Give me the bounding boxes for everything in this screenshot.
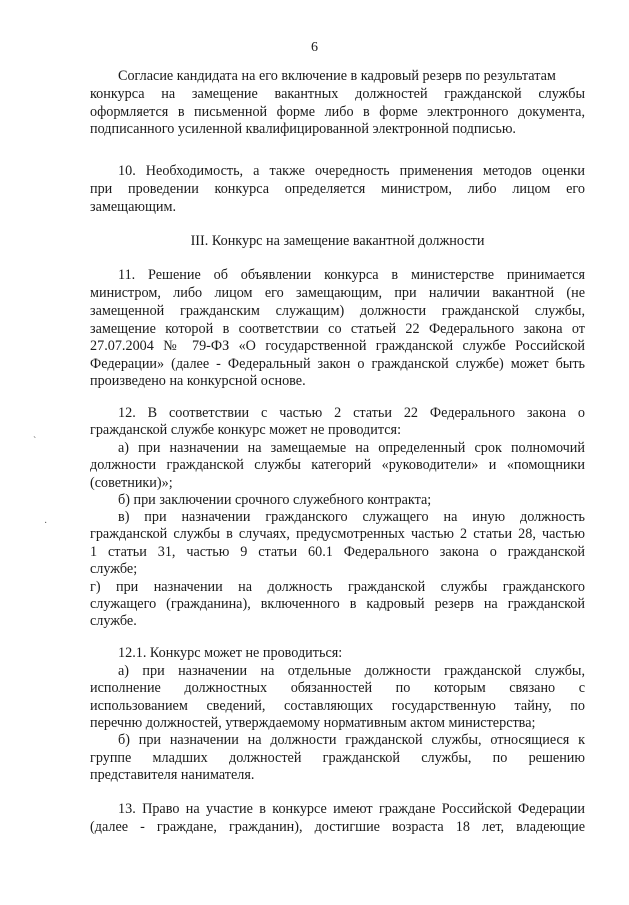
text-line: 11. Решение об объявлении конкурса в министерстве принимается	[118, 267, 585, 283]
text-line: 12. В соответствии с частью 2 статьи 22 Федерального закона о	[118, 405, 585, 421]
text-line: должности гражданской службы категорий «руководители» и «помощники	[90, 457, 585, 473]
text-line: перечню должностей, утверждаемому нормативным актом министерства;	[90, 715, 536, 731]
scan-speck: ˋ	[33, 436, 37, 447]
text-line: произведено на конкурсной основе.	[90, 373, 306, 389]
text-line: замещение которой в соответствии со статьей 22 Федерального закона от	[90, 321, 585, 337]
text-line: при проведении конкурса определяется министром, либо лицом его	[90, 181, 585, 197]
text-line: служащего (гражданина), включенного в кадровый резерв на гражданской	[90, 596, 585, 612]
text-line: а) при назначении на отдельные должности гражданской службы,	[118, 663, 585, 679]
text-line: 27.07.2004 № 79-ФЗ «О государственной гражданской службе Российской	[90, 338, 585, 354]
text-line: подписанного усиленной квалифицированной электронной подписью.	[90, 121, 516, 137]
text-line: а) при назначении на замещаемые на определенный срок полномочий	[118, 440, 585, 456]
text-line: (советники)»;	[90, 475, 173, 491]
page-number: 6	[311, 40, 318, 55]
text-line: оформляется в письменной форме либо в форме электронного документа,	[90, 104, 585, 120]
text-line: службе;	[90, 561, 138, 577]
text-line: исполнение должностных обязанностей по которым связано с	[90, 680, 585, 696]
text-line: гражданской службы в случаях, предусмотренных частью 2 статьи 28, частью	[90, 526, 585, 542]
text-line: конкурса на замещение вакантных должностей гражданской службы	[90, 86, 585, 102]
text-line: б) при заключении срочного служебного контракта;	[118, 492, 432, 508]
text-line: 12.1. Конкурс может не проводиться:	[118, 645, 343, 661]
text-line: 13. Право на участие в конкурсе имеют граждане Российской Федерации	[118, 801, 585, 817]
scan-speck: ·	[44, 518, 48, 529]
text-line: использованием сведений, составляющих государственную тайну, по	[90, 698, 585, 714]
text-line: службе.	[90, 613, 137, 629]
text-line: группе младших должностей гражданской службы, по решению	[90, 750, 585, 766]
text-line: замещающим.	[90, 199, 177, 215]
text-line: министром, либо лицом его замещающим, при наличии вакантной (не	[90, 285, 585, 301]
text-line: гражданской службе конкурс может не проводится:	[90, 422, 402, 438]
text-line: г) при назначении на должность гражданской службы гражданского	[90, 579, 585, 595]
text-line: (далее - граждане, гражданин), достигшие возраста 18 лет, владеющие	[90, 819, 585, 835]
text-line: 10. Необходимость, а также очередность применения методов оценки	[118, 163, 585, 179]
text-line: замещенной гражданским служащим) должности гражданской службы,	[90, 303, 585, 319]
text-line: в) при назначении гражданского служащего на иную должность	[118, 509, 585, 525]
text-line: б) при назначении на должности гражданской службы, относящиеся к	[118, 732, 585, 748]
text-line: Федерации» (далее - Федеральный закон о гражданской службе) может быть	[90, 356, 585, 372]
text-line: 1 статьи 31, частью 9 статьи 60.1 Федерального закона о гражданской	[90, 544, 585, 560]
text-line: представителя нанимателя.	[90, 767, 255, 783]
section-heading: III. Конкурс на замещение вакантной должности	[190, 233, 485, 249]
text-line: Согласие кандидата на его включение в кадровый резерв по результатам	[118, 68, 556, 84]
